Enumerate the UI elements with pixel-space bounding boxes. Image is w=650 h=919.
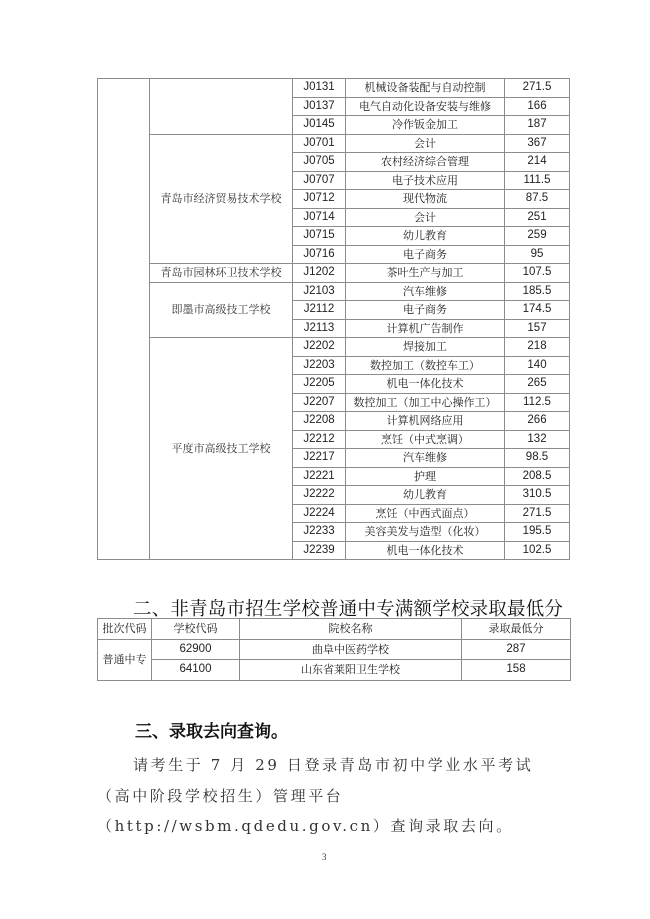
- major-code: J2103: [293, 282, 346, 301]
- major-name: 电子商务: [346, 245, 505, 264]
- major-code: J2224: [293, 504, 346, 523]
- min-score: 187: [505, 116, 570, 135]
- major-name: 电子商务: [346, 301, 505, 320]
- min-score: 158: [462, 660, 571, 681]
- major-code: J2207: [293, 393, 346, 412]
- min-score: 102.5: [505, 541, 570, 560]
- min-score: 287: [462, 639, 571, 660]
- major-name: 现代物流: [346, 190, 505, 209]
- table-header-row: [98, 619, 571, 640]
- major-name: 数控加工（数控车工）: [346, 356, 505, 375]
- table-row: [98, 134, 570, 153]
- section-3-heading: 三、录取去向查询。: [135, 722, 288, 742]
- min-score: 166: [505, 97, 570, 116]
- school-name-cell: [150, 79, 293, 135]
- major-code: J0716: [293, 245, 346, 264]
- admission-score-table-continued: [97, 78, 570, 560]
- min-score: 271.5: [505, 79, 570, 98]
- major-code: J2222: [293, 486, 346, 505]
- min-score: 107.5: [505, 264, 570, 283]
- major-code: J1202: [293, 264, 346, 283]
- major-name: 幼儿教育: [346, 227, 505, 246]
- page-number: 3: [322, 852, 327, 862]
- min-score: 259: [505, 227, 570, 246]
- major-name: 烹饪（中西式面点）: [346, 504, 505, 523]
- min-score: 218: [505, 338, 570, 357]
- major-code: J0137: [293, 97, 346, 116]
- school-name-cell: 青岛市经济贸易技术学校: [150, 134, 293, 264]
- major-name: 农村经济综合管理: [346, 153, 505, 172]
- table-row: [98, 282, 570, 301]
- min-score: 185.5: [505, 282, 570, 301]
- major-code: J2208: [293, 412, 346, 431]
- major-name: 美容美发与造型（化妆）: [346, 523, 505, 542]
- major-name: 汽车维修: [346, 449, 505, 468]
- header-batch-code: 批次代码: [98, 619, 152, 640]
- min-score: 157: [505, 319, 570, 338]
- header-min-score: 录取最低分: [462, 619, 571, 640]
- major-code: J0701: [293, 134, 346, 153]
- major-code: J0705: [293, 153, 346, 172]
- major-code: J0145: [293, 116, 346, 135]
- min-score: 98.5: [505, 449, 570, 468]
- school-code: 62900: [152, 639, 240, 660]
- min-score: 174.5: [505, 301, 570, 320]
- major-name: 机械设备装配与自动控制: [346, 79, 505, 98]
- batch-cell: [98, 79, 150, 560]
- min-score: 271.5: [505, 504, 570, 523]
- major-name: 烹饪（中式烹调）: [346, 430, 505, 449]
- major-name: 数控加工（加工中心操作工）: [346, 393, 505, 412]
- school-name-cell: 即墨市高级技工学校: [150, 282, 293, 338]
- major-name: 电子技术应用: [346, 171, 505, 190]
- table-row: [98, 338, 570, 357]
- major-name: 茶叶生产与加工: [346, 264, 505, 283]
- section-2-heading: 二、非青岛市招生学校普通中专满额学校录取最低分: [133, 599, 564, 620]
- school-name-cell: 青岛市园林环卫技术学校: [150, 264, 293, 283]
- section-3-paragraph: 请考生于 7 月 29 日登录青岛市初中学业水平考试（高中阶段学校招生）管理平台（http://wsbm.qdedu.gov.cn）查询录取去向。: [97, 756, 534, 835]
- major-name: 电气自动化设备安装与维修: [346, 97, 505, 116]
- min-score: 251: [505, 208, 570, 227]
- school-name-cell: 平度市高级技工学校: [150, 338, 293, 560]
- major-code: J0131: [293, 79, 346, 98]
- major-code: J2205: [293, 375, 346, 394]
- major-name: 会计: [346, 208, 505, 227]
- table-row: [98, 79, 570, 98]
- major-code: J0714: [293, 208, 346, 227]
- major-code: J2221: [293, 467, 346, 486]
- school-code: 64100: [152, 660, 240, 681]
- major-code: J2112: [293, 301, 346, 320]
- major-name: 焊接加工: [346, 338, 505, 357]
- major-name: 机电一体化技术: [346, 541, 505, 560]
- min-score: 140: [505, 356, 570, 375]
- min-score: 266: [505, 412, 570, 431]
- major-code: J2233: [293, 523, 346, 542]
- major-code: J0707: [293, 171, 346, 190]
- major-code: J0715: [293, 227, 346, 246]
- non-qingdao-schools-table: [97, 618, 571, 681]
- min-score: 112.5: [505, 393, 570, 412]
- min-score: 132: [505, 430, 570, 449]
- major-name: 护理: [346, 467, 505, 486]
- min-score: 95: [505, 245, 570, 264]
- min-score: 310.5: [505, 486, 570, 505]
- school-name: 曲阜中医药学校: [240, 639, 462, 660]
- major-code: J2239: [293, 541, 346, 560]
- school-name: 山东省莱阳卫生学校: [240, 660, 462, 681]
- batch-cell: 普通中专: [98, 639, 152, 680]
- major-code: J2113: [293, 319, 346, 338]
- table-row: [98, 639, 571, 660]
- min-score: 111.5: [505, 171, 570, 190]
- major-name: 会计: [346, 134, 505, 153]
- major-name: 计算机网络应用: [346, 412, 505, 431]
- major-code: J2202: [293, 338, 346, 357]
- major-code: J2212: [293, 430, 346, 449]
- min-score: 367: [505, 134, 570, 153]
- min-score: 195.5: [505, 523, 570, 542]
- header-school-name: 院校名称: [240, 619, 462, 640]
- min-score: 87.5: [505, 190, 570, 209]
- min-score: 265: [505, 375, 570, 394]
- major-code: J2217: [293, 449, 346, 468]
- major-code: J2203: [293, 356, 346, 375]
- table-row: [98, 660, 571, 681]
- major-name: 机电一体化技术: [346, 375, 505, 394]
- major-name: 计算机广告制作: [346, 319, 505, 338]
- major-name: 幼儿教育: [346, 486, 505, 505]
- table-row: [98, 264, 570, 283]
- major-name: 冷作钣金加工: [346, 116, 505, 135]
- major-name: 汽车维修: [346, 282, 505, 301]
- header-school-code: 学校代码: [152, 619, 240, 640]
- min-score: 208.5: [505, 467, 570, 486]
- major-code: J0712: [293, 190, 346, 209]
- min-score: 214: [505, 153, 570, 172]
